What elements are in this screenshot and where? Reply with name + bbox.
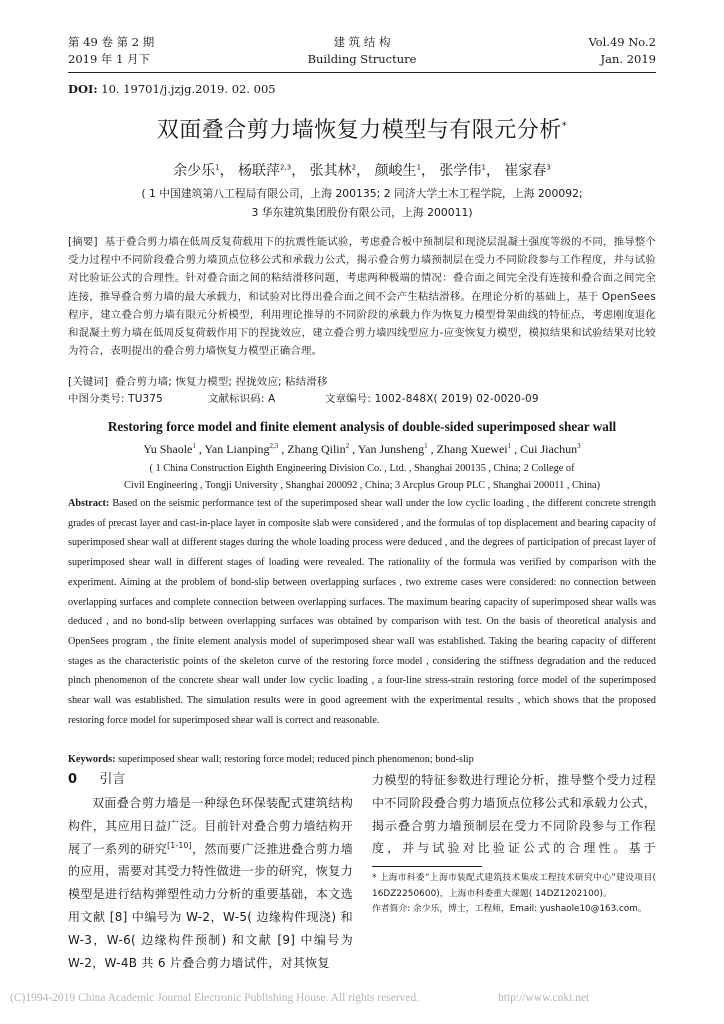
cnki-url[interactable]: http://www.cnki.net (498, 992, 590, 1004)
section-heading (68, 769, 125, 791)
affiliation-cn-2: 3 华东建筑集团股份有限公司，上海 200011) (251, 206, 473, 219)
intro-left-column (68, 792, 353, 976)
journal-name-cn: 建 筑 结 构 (333, 35, 391, 49)
affiliation-cn-1: ( 1 中国建筑第八工程局有限公司，上海 200135; 2 同济大学土木工程学院，上海 200092; (141, 187, 583, 200)
author-en: Zhang Qilin$^2$ (287, 442, 350, 456)
affiliation-en-1: ( 1 China Construction Eighth Engineering Division Co. , Ltd. , Shanghai 200135 , China; 2 College of (149, 463, 575, 474)
keywords-cn-text: 叠合剪力墙; 恢复力模型; 捏拢效应; 粘结滑移 (115, 376, 328, 388)
title-en: Restoring force model and finite element analysis of double-sided superimposed shear wall (107, 419, 617, 434)
authors-en: Yu Shaole$^1$ , Yan Lianping$^{2,3}$ , Zhang Qilin$^2$ , Yan Junsheng$^1$ , Zhang Xuewei$^1$ , Cui Jiachun$^3$ (143, 442, 581, 456)
section-title: 引言 (99, 772, 126, 787)
author-cn: 杨联萍$^{2,3}$ (238, 163, 292, 179)
intro-text: 双面叠合剪力墙是一种绿色环保装配式建筑结构构件，其应用日益广泛。目前针对叠合剪力墙结构开展了一系列的研究 (68, 796, 353, 856)
abstract-en-text: Based on the seismic performance test of the superimposed shear wall under the low cyclic loading , the different concrete strength grades of precast layer and cast-in-place layer in composite slab were considered , and the formulas of top displacement and bearing capacity of superimposed shear wall at different stages during the whole loading process were deduced , and the degrees of participation of precast layer of superimposed shear wall in different stages of loading were revealed. The rationality of the formula was verified by comparison with the experiment. Aiming at the problem of bond-slip between overlapping surfaces , two extreme cases were considered: no connection between overlapping surfaces and complete connection between overlapping surfaces. The maximum bearing capacity of superimposed shear walls was deduced , and no bond-slip between overlapping surfaces was obtained by comparison with test. On the basis of theoretical analysis and OpenSees program , the finite element analysis model of superimposed shear wall was established. Taking the bearing capacity of different stages as the characteristic points of the skeleton curve of the restoring force model , considering the stiffness degradation and the reduced pinch phenomenon of the concrete shear wall under low cyclic loading , a four-line stress-strain restoring force model of the superimposed shear wall was established. The simulation results were in good agreement with the experimental results , which shows that the proposed restoring force model for superimposed shear wall is correct and reasonable. (68, 498, 656, 726)
affiliation-en-2: Civil Engineering , Tongji University , Shanghai 200092 , China; 3 Arcplus Group PLC , Shanghai 200011 , China) (123, 480, 601, 491)
section-number: 0 (68, 772, 78, 787)
doi-value[interactable]: 10. 19701/j.jzjg.2019. 02. 005 (101, 82, 276, 96)
footnote-fund: * 上海市科委“上海市装配式建筑技术集成工程技术研究中心”建设项目( 16DZ2250600)，上海市科委重大课题( 14DZ1202100)。 (372, 873, 656, 899)
footnote-rule (372, 866, 482, 867)
abstract-cn-text: 基于叠合剪力墙在低周反复荷载用下的抗震性能试验，考虑叠合板中预制层和现浇层混凝土强度等级的不同，推导整个受力过程中不同阶段叠合剪力墙顶点位移公式和承载力公式，揭示叠合剪力墙预制层在受力不同阶段参与工作程度，并与试验对比验证公式的合理性。针对叠合面之间的粘结滑移问题，考虑两种极端的情况：叠合面之间完全没有连接和叠合面之间完全连接，推导叠合剪力墙的最大承载力，和试验对比得出叠合面之间不会产生粘结滑移。在理论分析的基础上，基于 OpenSees 程序，建立叠合剪力墙有限元分析模型，利用理论推导的不同阶段的承载力作为恢复力模型骨架曲线的特征点，考虑刚度退化和混凝土剪力墙在低周反复荷载作用下的捏拢效应，建立叠合剪力墙四线型应力-应变恢复力模型，模拟结果和试验结果对比较为符合，表明提出的叠合剪力墙恢复力模型正确合理。 (68, 236, 656, 358)
author-cn: 崔家春$^3$ (504, 163, 551, 179)
keywords-en-text: superimposed shear wall; restoring force model; reduced pinch phenomenon; bond-slip (118, 754, 474, 765)
author-en: Cui Jiachun$^3$ (520, 442, 581, 456)
intro-right-column: 力模型的特征参数进行理论分析，推导整个受力过程中不同阶段叠合剪力墙顶点位移公式和承载力公式，揭示叠合剪力墙预制层在受力不同阶段参与工作程度，并与试验对比验证公式的合理性。基于 (372, 773, 656, 856)
author-cn: 余少乐$^1$ (173, 163, 220, 179)
clc-number: 中图分类号: TU375 (68, 393, 163, 405)
author-en: Yan Lianping$^{2,3}$ (204, 442, 279, 456)
page-title (68, 114, 656, 148)
author-en: Yan Junsheng$^1$ (357, 442, 428, 456)
keywords-en-label: Keywords: (68, 754, 116, 765)
footnote-author: 作者简介: 余少乐，博士，工程师，Email: yushaole10@163.com。 (372, 904, 647, 914)
date-en: Jan. 2019 (600, 52, 656, 66)
abstract-en-label: Abstract: (68, 498, 110, 509)
keywords-cn-label: [关键词] (68, 376, 109, 388)
abstract-en (68, 494, 656, 750)
authors-cn: 余少乐$^1$， 杨联萍$^{2,3}$， 张其林$^2$， 颜峻生$^1$， 张学伟$^1$， 崔家春$^3$ (173, 163, 551, 179)
title-cn: 双面叠合剪力墙恢复力模型与有限元分析 (156, 118, 562, 143)
intro-text-cont: ，然而要广泛推进叠合剪力墙的应用，需要对其受力特性做进一步的研究，恢复力模型是进行结构弹塑性动力分析的重要基础，本文选用文献 [8] 中编号为 W-2，W-5( 边缘构件现浇) 和 W-3，W-6( 边缘构件预制) 和文献 [9] 中编号为 W-2，W-4B 共 6 片叠合剪力墙试件，对其恢复 (68, 841, 353, 970)
author-cn: 张学伟$^1$ (439, 163, 486, 179)
abstract-cn (68, 233, 656, 371)
header-rule (68, 72, 656, 73)
article-number: 文章编号: 1002-848X( 2019) 02-0020-09 (325, 393, 539, 405)
abstract-cn-label: [摘要] (68, 236, 98, 248)
document-code: 文献标识码: A (208, 393, 276, 405)
doi-label: DOI: (68, 82, 98, 96)
author-cn: 颜峻生$^1$ (374, 163, 422, 179)
author-cn: 张其林$^2$ (309, 163, 357, 179)
issue-en: Vol.49 No.2 (588, 35, 656, 49)
keywords-en (68, 750, 656, 770)
issue-cn: 第 49 卷 第 2 期 (68, 35, 155, 49)
doi-line (68, 81, 276, 97)
copyright-watermark: (C)1994-2019 China Academic Journal Electronic Publishing House. All rights reserved. (10, 992, 420, 1004)
date-cn: 2019 年 1 月下 (68, 52, 151, 66)
author-en: Zhang Xuewei$^1$ (436, 442, 512, 456)
citation-1-10[interactable]: [1-10] (167, 840, 192, 850)
keywords-cn (68, 373, 656, 391)
title-note-mark: * (561, 120, 568, 132)
journal-name-en: Building Structure (307, 52, 417, 66)
author-en: Yu Shaole$^1$ (143, 442, 196, 456)
